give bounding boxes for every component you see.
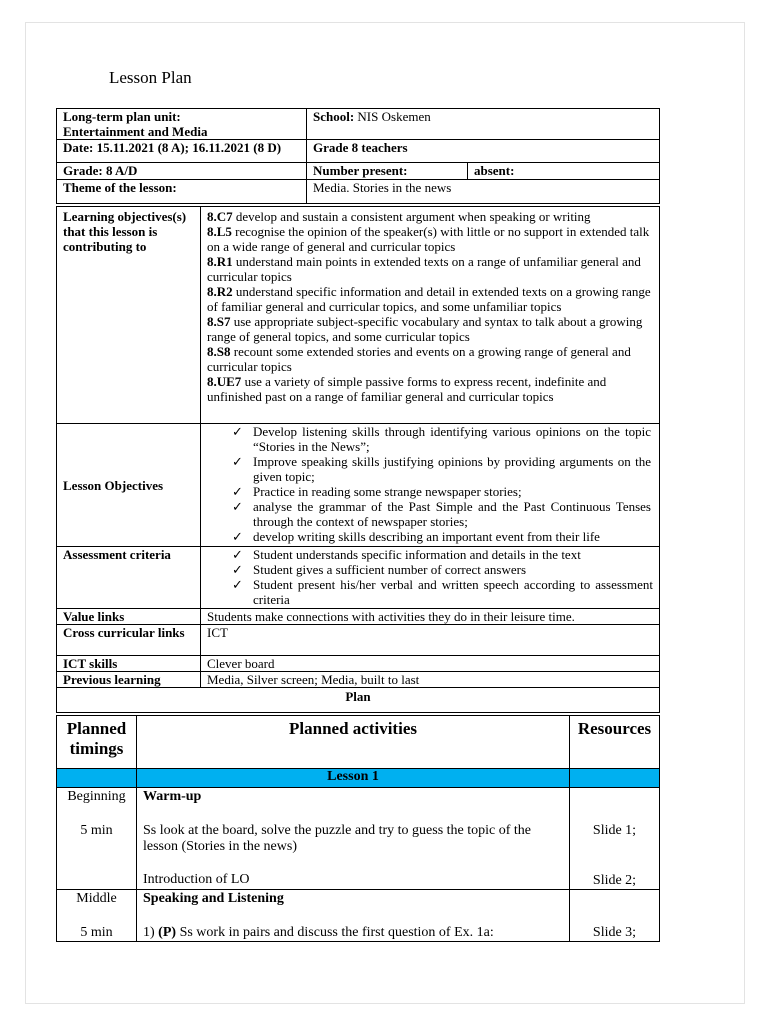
speaking-title: Speaking and Listening xyxy=(143,891,284,906)
assessment-item: ✓ Student present his/her verbal and written speech according to assessment criteria xyxy=(232,577,653,607)
theme-value: Media. Stories in the news xyxy=(307,180,660,204)
checkmark-icon: ✓ xyxy=(232,424,243,439)
plan-heading: Plan xyxy=(57,688,660,713)
number-present: Number present: xyxy=(307,163,468,180)
planned-activities-header: Planned activities xyxy=(137,716,570,769)
lesson-objective-item: ✓ Develop listening skills through identifying various opinions on the topic “Stories in the News”; xyxy=(232,424,651,454)
checkmark-icon: ✓ xyxy=(232,562,243,577)
checkmark-icon: ✓ xyxy=(232,499,243,514)
assessment-label: Assessment criteria xyxy=(57,547,201,609)
lesson-objective-item: ✓ develop writing skills describing an important event from their life xyxy=(232,529,600,544)
school-label: School: xyxy=(313,109,355,124)
unit-label: Long-term plan unit: xyxy=(63,109,181,124)
plan-table xyxy=(56,715,660,942)
time-middle: 5 min xyxy=(80,925,113,940)
resource-slide3: Slide 3; xyxy=(592,925,637,940)
learning-objectives-list xyxy=(201,207,660,424)
learning-objective-item: 8.S7 use appropriate subject-specific vocabulary and syntax to talk about a growing range of general topics, and some curricular topics xyxy=(207,314,643,344)
lesson-objectives-label: Lesson Objectives xyxy=(57,424,201,547)
lesson-objective-item: ✓ Practice in reading some strange newspaper stories; xyxy=(232,484,522,499)
previous-learning-text: Media, Silver screen; Media, built to last xyxy=(201,672,660,688)
learning-objective-item: 8.R1 understand main points in extended texts on a range of unfamiliar general and curricular topics xyxy=(207,254,641,284)
value-links-label: Value links xyxy=(57,609,201,625)
learning-objective-item: 8.C7 develop and sustain a consistent argument when speaking or writing xyxy=(207,209,591,224)
page-title: Lesson Plan xyxy=(109,68,192,87)
learning-objective-item: 8.UE7 use a variety of simple passive forms to express recent, indefinite and unfinished past on a range of familiar general and curricular topics xyxy=(207,374,607,404)
assessment-item: ✓ Student gives a sufficient number of correct answers xyxy=(232,562,527,577)
teacher-name: Grade 8 teachers xyxy=(307,140,660,163)
unit-value: Entertainment and Media xyxy=(63,124,208,139)
lesson-date: Date: 15.11.2021 (8 A); 16.11.2021 (8 D) xyxy=(63,140,282,155)
value-links-text: Students make connections with activities they do in their leisure time. xyxy=(201,609,660,625)
checkmark-icon: ✓ xyxy=(232,484,243,499)
school-value: NIS Oskemen xyxy=(357,109,431,124)
assessment-item: ✓ Student understands specific information and details in the text xyxy=(232,547,581,562)
checkmark-icon: ✓ xyxy=(232,577,243,592)
learning-objective-item: 8.R2 understand specific information and detail in extended texts on a growing range of familiar general and curricular topics, and some unfamiliar topics xyxy=(207,284,651,314)
details-table xyxy=(56,206,660,713)
warmup-text: Ss look at the board, solve the puzzle and try to guess the topic of the lesson (Stories in the news) xyxy=(143,823,532,854)
cross-curricular-label: Cross curricular links xyxy=(57,625,201,656)
absent: absent: xyxy=(468,163,660,180)
unit-cell xyxy=(57,109,307,140)
warmup-title: Warm-up xyxy=(143,789,202,804)
lesson-objectives-cell xyxy=(201,424,660,547)
stage-beginning: Beginning xyxy=(67,789,126,804)
grade: Grade: 8 A/D xyxy=(57,163,307,180)
header-table xyxy=(56,108,660,204)
ict-skills-text: Clever board xyxy=(201,656,660,672)
lesson-objective-item: ✓ analyse the grammar of the Past Simple and the Past Continuous Tenses through the context of newspaper stories; xyxy=(232,499,651,529)
assessment-cell xyxy=(201,547,660,609)
stage-middle: Middle xyxy=(76,891,117,906)
checkmark-icon: ✓ xyxy=(232,547,243,562)
time-beginning: 5 min xyxy=(80,823,113,838)
cross-curricular-text: ICT xyxy=(201,625,660,656)
resources-header: Resources xyxy=(570,716,660,769)
lesson-objective-item: ✓ Improve speaking skills justifying opinions by providing arguments on the given topic; xyxy=(232,454,651,484)
planned-timings-header: Planned timings xyxy=(57,716,137,769)
previous-learning-label: Previous learning xyxy=(57,672,201,688)
school-cell xyxy=(307,109,660,140)
checkmark-icon: ✓ xyxy=(232,529,243,544)
lesson-number: Lesson 1 xyxy=(137,769,570,788)
activity-1: 1) (P) Ss work in pairs and discuss the first question of Ex. 1a: xyxy=(143,925,494,940)
checkmark-icon: ✓ xyxy=(232,454,243,469)
learning-objectives-label: Learning objectives(s) that this lesson is contributing to xyxy=(57,207,201,424)
resource-slide2: Slide 2; xyxy=(592,873,637,888)
ict-skills-label: ICT skills xyxy=(57,656,201,672)
learning-objective-item: 8.L5 recognise the opinion of the speaker(s) with little or no support in extended talk on a wide range of general and curricular topics xyxy=(207,224,650,254)
resource-slide1: Slide 1; xyxy=(592,823,637,838)
learning-objective-item: 8.S8 recount some extended stories and events on a growing range of general and curricular topics xyxy=(207,344,631,374)
intro-lo: Introduction of LO xyxy=(143,872,250,887)
theme-label: Theme of the lesson: xyxy=(57,180,307,204)
